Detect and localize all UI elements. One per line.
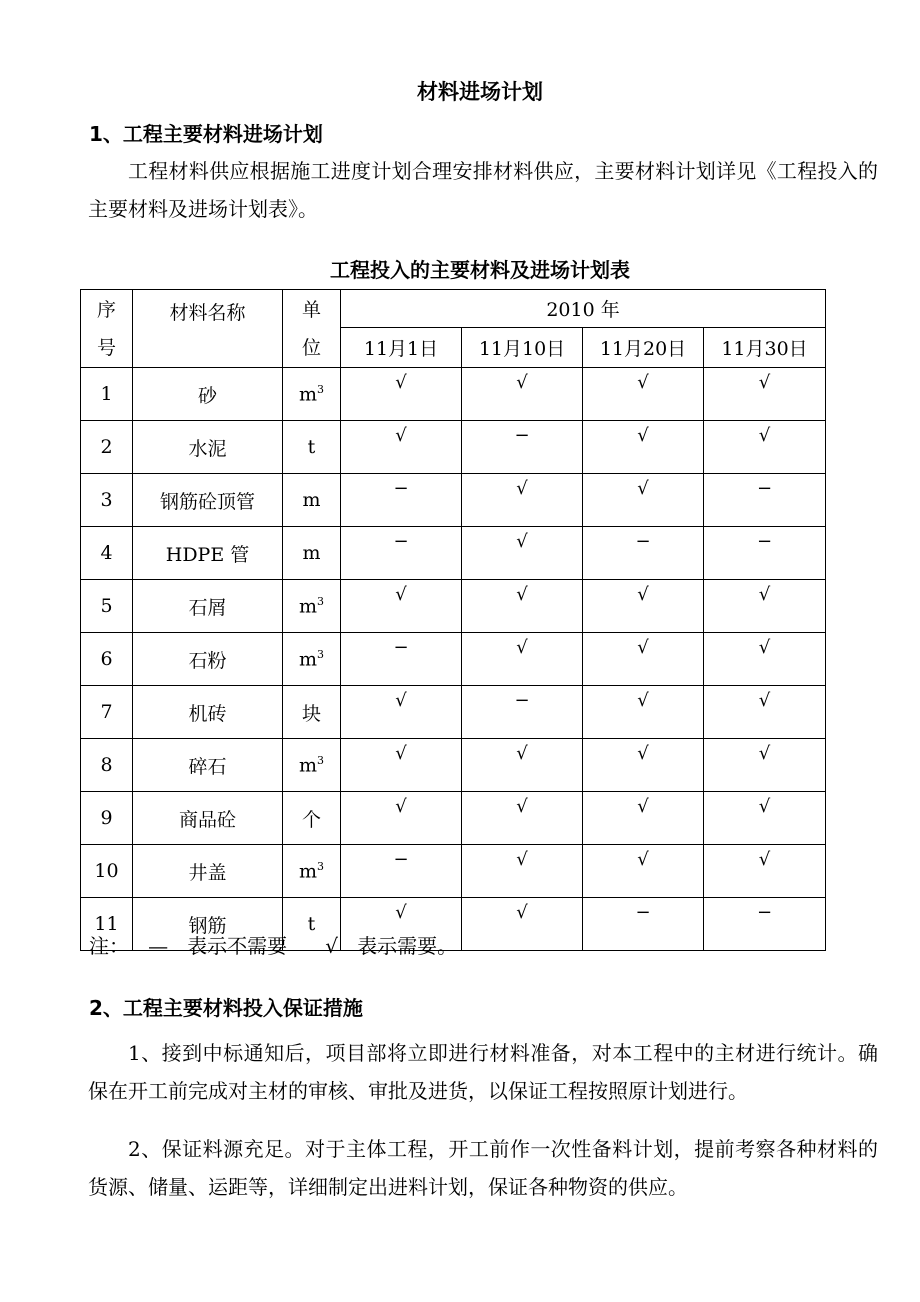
header-unit-line1: 单 (301, 298, 321, 321)
header-material-name: 材料名称 (133, 290, 283, 368)
schedule-mark: − (341, 527, 462, 580)
schedule-mark: √ (583, 474, 704, 527)
unit-exponent: 3 (317, 382, 325, 396)
schedule-mark: √ (462, 739, 583, 792)
row-number: 1 (81, 368, 133, 421)
row-number: 2 (81, 421, 133, 474)
legend-note: 注： — 表示不需要 √ 表示需要。 (89, 934, 458, 958)
schedule-mark: √ (462, 633, 583, 686)
header-seq-line2: 号 (96, 336, 116, 359)
unit-text: t (307, 913, 316, 935)
section1-heading: 1、工程主要材料进场计划 (89, 122, 323, 146)
header-date-1: 11月1日 (341, 328, 462, 368)
schedule-mark: √ (704, 739, 826, 792)
material-unit (283, 845, 341, 898)
material-unit (283, 474, 341, 527)
schedule-mark: √ (462, 792, 583, 845)
schedule-mark: √ (341, 898, 462, 951)
unit-text: m (302, 489, 321, 511)
schedule-mark: √ (704, 845, 826, 898)
schedule-mark: √ (583, 580, 704, 633)
unit-text: t (307, 436, 316, 458)
schedule-mark: √ (462, 898, 583, 951)
schedule-mark: √ (462, 527, 583, 580)
header-date-3: 11月20日 (583, 328, 704, 368)
unit-exponent: 3 (317, 859, 325, 873)
row-number: 10 (81, 845, 133, 898)
schedule-mark: − (583, 898, 704, 951)
table-row (81, 792, 826, 845)
material-unit (283, 527, 341, 580)
header-date-4: 11月30日 (704, 328, 826, 368)
schedule-mark: √ (341, 686, 462, 739)
row-number: 5 (81, 580, 133, 633)
unit-text: m (298, 754, 318, 777)
row-number: 8 (81, 739, 133, 792)
schedule-mark: √ (462, 580, 583, 633)
header-seq (81, 290, 133, 368)
material-name: 机砖 (133, 686, 283, 739)
row-number: 4 (81, 527, 133, 580)
table-row (81, 527, 826, 580)
row-number: 7 (81, 686, 133, 739)
section2-paragraph-2: 2、保证料源充足。对于主体工程，开工前作一次性备料计划，提前考察各种材料的货源、储量、运距等，详细制定出进料计划，保证各种物资的供应。 (88, 1137, 878, 1199)
material-unit (283, 633, 341, 686)
header-seq-line1: 序 (96, 298, 116, 321)
schedule-mark: √ (704, 421, 826, 474)
schedule-mark: √ (462, 474, 583, 527)
unit-text: m (298, 595, 318, 618)
section1-paragraph: 工程材料供应根据施工进度计划合理安排材料供应，主要材料计划详见《工程投入的主要材料及进场计划表》。 (88, 159, 878, 221)
table-row (81, 580, 826, 633)
material-name: 石粉 (133, 633, 283, 686)
schedule-mark: √ (704, 633, 826, 686)
schedule-mark: − (462, 421, 583, 474)
schedule-mark: − (583, 527, 704, 580)
unit-text: 块 (301, 702, 321, 725)
schedule-mark: √ (583, 739, 704, 792)
table-title: 工程投入的主要材料及进场计划表 (330, 258, 630, 282)
material-unit (283, 421, 341, 474)
material-unit (283, 739, 341, 792)
schedule-mark: √ (462, 368, 583, 421)
unit-text: m (298, 648, 318, 671)
section2-paragraph-1: 1、接到中标通知后，项目部将立即进行材料准备，对本工程中的主材进行统计。确保在开工前完成对主材的审核、审批及进货，以保证工程按照原计划进行。 (88, 1041, 878, 1103)
material-name: 商品砼 (133, 792, 283, 845)
schedule-mark: √ (583, 633, 704, 686)
table-row (81, 633, 826, 686)
material-unit (283, 792, 341, 845)
schedule-mark: √ (341, 368, 462, 421)
schedule-mark: √ (341, 739, 462, 792)
row-number: 3 (81, 474, 133, 527)
schedule-mark: − (462, 686, 583, 739)
material-name: 井盖 (133, 845, 283, 898)
table-row (81, 686, 826, 739)
table-row (81, 739, 826, 792)
section2-heading: 2、工程主要材料投入保证措施 (89, 996, 363, 1020)
material-name: 钢筋 (133, 898, 283, 951)
schedule-mark: √ (341, 792, 462, 845)
material-name: 钢筋砼顶管 (133, 474, 283, 527)
schedule-mark: √ (704, 368, 826, 421)
material-name: 水泥 (133, 421, 283, 474)
unit-text: m (298, 860, 318, 883)
row-number: 11 (81, 898, 133, 951)
material-name: HDPE 管 (133, 527, 283, 580)
schedule-mark: √ (341, 580, 462, 633)
table-body (81, 368, 826, 951)
material-unit (283, 368, 341, 421)
header-unit-line2: 位 (301, 336, 321, 359)
schedule-mark: √ (583, 792, 704, 845)
unit-exponent: 3 (317, 753, 325, 767)
unit-text: 个 (301, 808, 321, 831)
schedule-mark: − (704, 898, 826, 951)
material-name: 碎石 (133, 739, 283, 792)
material-plan-table (80, 289, 826, 951)
schedule-mark: √ (704, 686, 826, 739)
schedule-mark: √ (704, 580, 826, 633)
header-year: 2010 年 (341, 290, 826, 328)
row-number: 9 (81, 792, 133, 845)
table-row (81, 474, 826, 527)
unit-exponent: 3 (317, 647, 325, 661)
schedule-mark: − (704, 474, 826, 527)
schedule-mark: √ (583, 421, 704, 474)
unit-text: m (302, 542, 321, 564)
schedule-mark: √ (583, 686, 704, 739)
header-date-2: 11月10日 (462, 328, 583, 368)
schedule-mark: √ (704, 792, 826, 845)
schedule-mark: √ (583, 845, 704, 898)
material-name: 砂 (133, 368, 283, 421)
table-row (81, 845, 826, 898)
schedule-mark: − (341, 845, 462, 898)
material-unit (283, 580, 341, 633)
table-row (81, 421, 826, 474)
schedule-mark: √ (341, 421, 462, 474)
table-row (81, 368, 826, 421)
material-name: 石屑 (133, 580, 283, 633)
unit-text: m (298, 383, 318, 406)
schedule-mark: − (704, 527, 826, 580)
schedule-mark: √ (462, 845, 583, 898)
schedule-mark: √ (583, 368, 704, 421)
schedule-mark: − (341, 474, 462, 527)
schedule-mark: − (341, 633, 462, 686)
row-number: 6 (81, 633, 133, 686)
unit-exponent: 3 (317, 594, 325, 608)
material-unit (283, 686, 341, 739)
header-unit (283, 290, 341, 368)
document-title: 材料进场计划 (417, 80, 543, 104)
